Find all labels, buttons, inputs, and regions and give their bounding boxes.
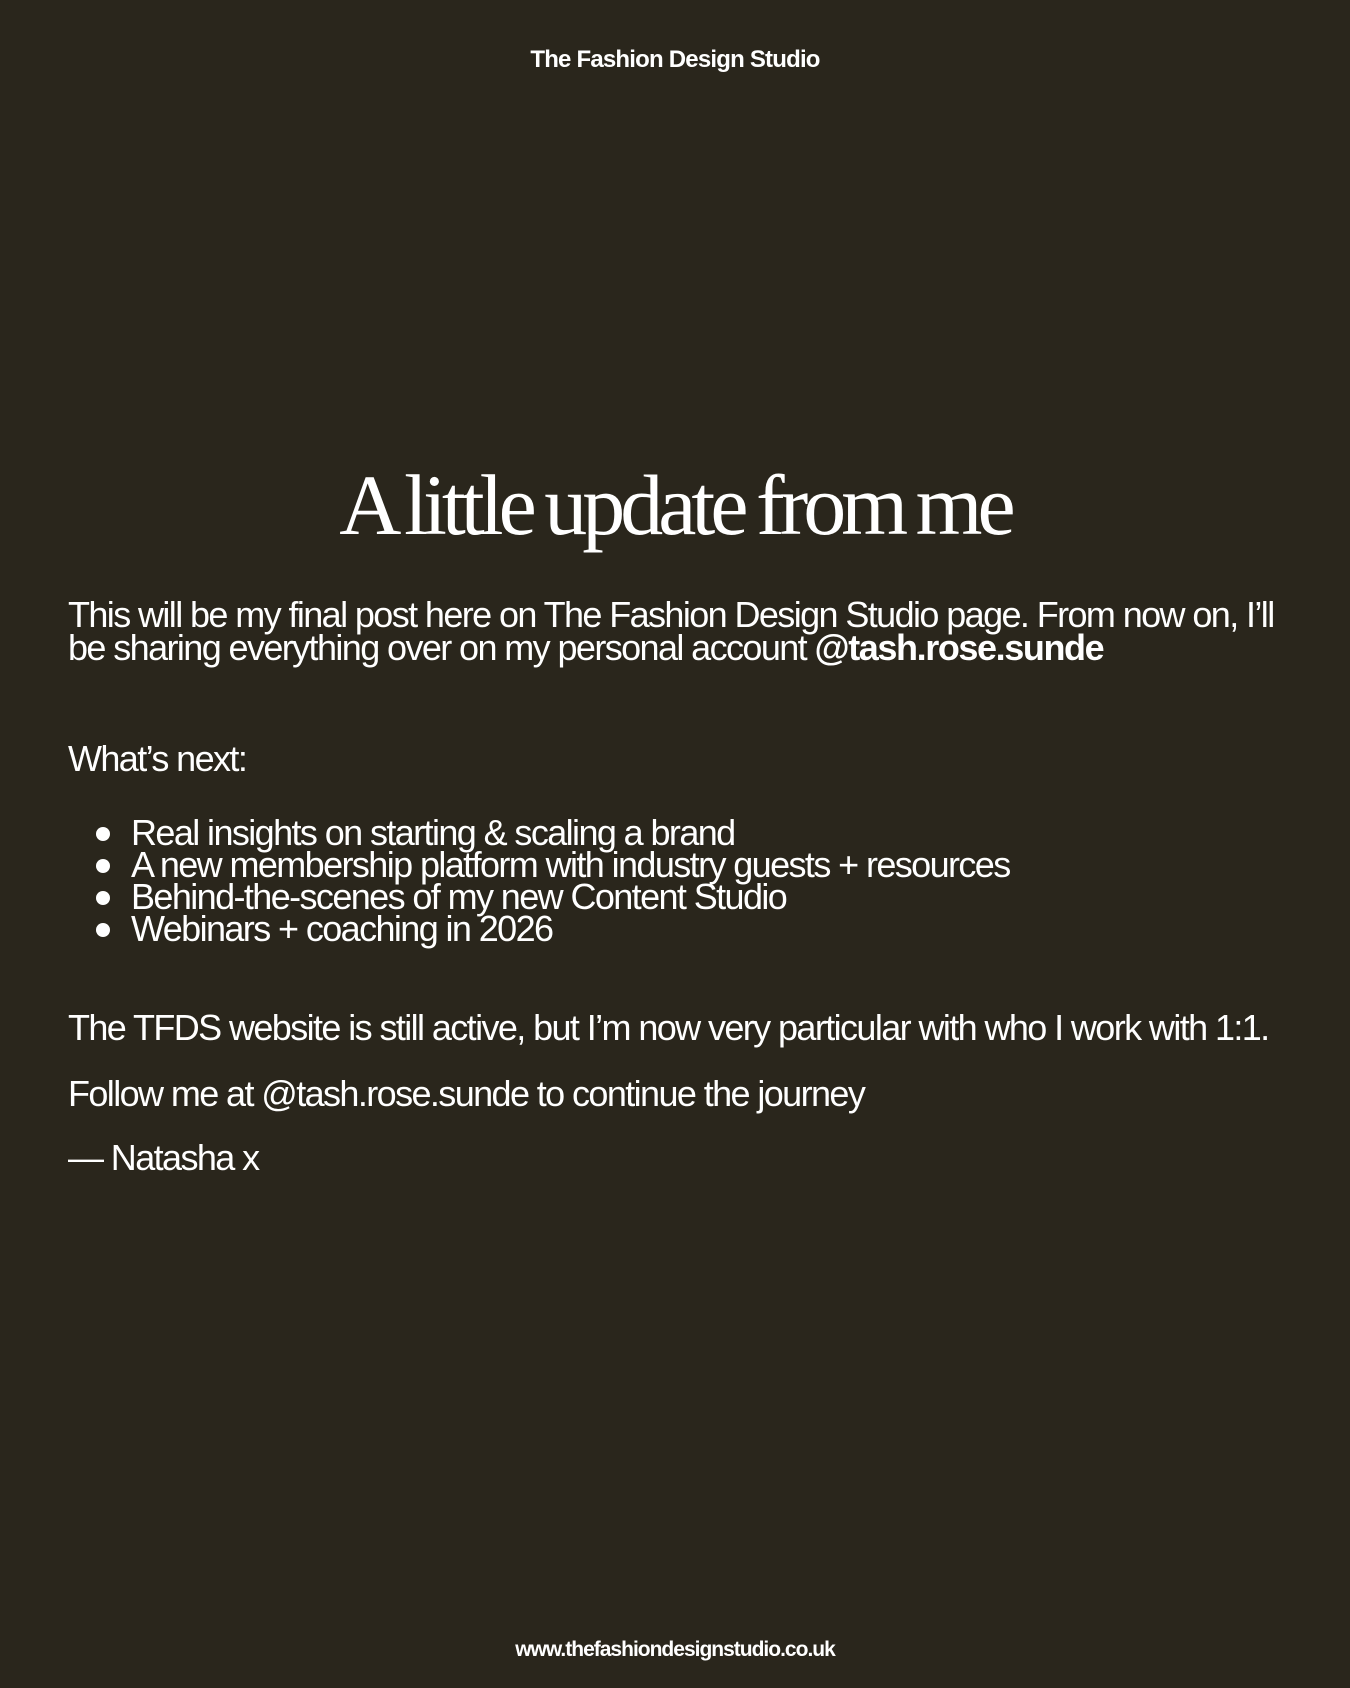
bullet-dot-icon bbox=[96, 859, 110, 873]
whats-next-heading: What’s next: bbox=[68, 738, 247, 779]
bullet-dot-icon bbox=[96, 891, 110, 905]
brand-name: The Fashion Design Studio bbox=[530, 46, 820, 73]
bullet-dot-icon bbox=[96, 923, 110, 937]
intro-text: This will be my final post here on The Fashion Design Studio page. From now on, I’ll be sharing everything over on my personal account bbox=[68, 594, 1274, 668]
list-item-text: Real insights on starting & scaling a brand bbox=[131, 812, 735, 853]
headline: A little update from me bbox=[339, 457, 1011, 553]
account-handle: @tash.rose.sunde bbox=[814, 627, 1104, 668]
list-item bbox=[131, 908, 1288, 949]
post-body bbox=[68, 594, 1288, 1178]
list-item-text: Behind-the-scenes of my new Content Studio bbox=[131, 876, 787, 917]
website-url: www.thefashiondesignstudio.co.uk bbox=[515, 1638, 835, 1661]
signoff: — Natasha x bbox=[68, 1137, 259, 1178]
list-item-text: A new membership platform with industry guests + resources bbox=[131, 844, 1010, 885]
whats-next-list bbox=[68, 812, 1288, 949]
intro-paragraph bbox=[68, 594, 1288, 668]
follow-line: Follow me at @tash.rose.sunde to continue the journey bbox=[68, 1073, 865, 1114]
website-note: The TFDS website is still active, but I’m now very particular with who I work with 1:1. bbox=[68, 1007, 1269, 1048]
bullet-dot-icon bbox=[96, 827, 110, 841]
list-item-text: Webinars + coaching in 2026 bbox=[131, 908, 553, 949]
